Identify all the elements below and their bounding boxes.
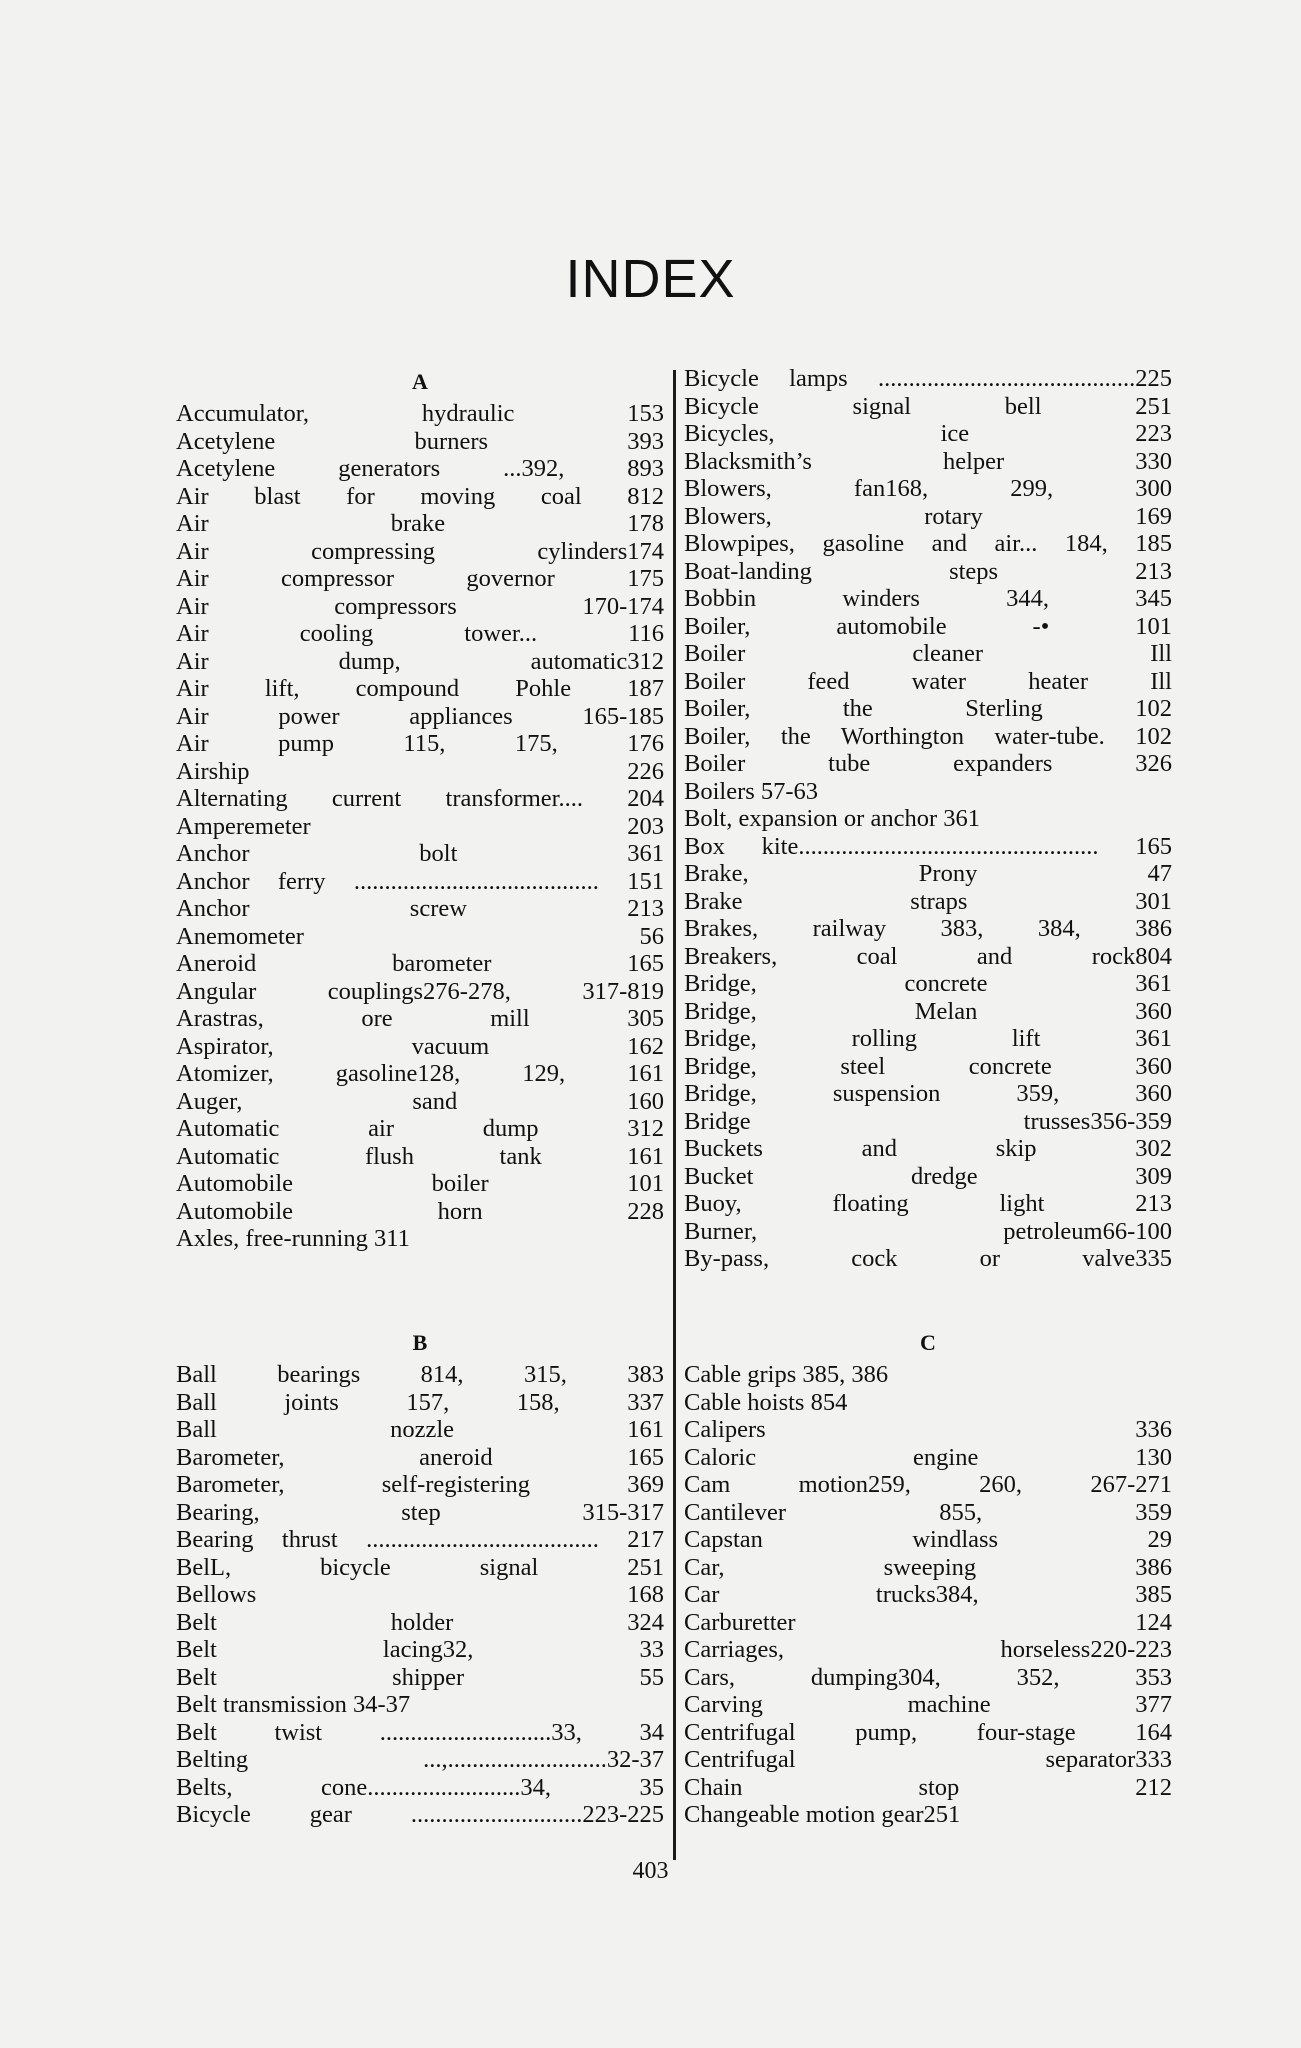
index-entry: Calipers 336 — [684, 1416, 1172, 1443]
index-entry: Capstan windlass 29 — [684, 1526, 1172, 1553]
index-entry: Belt lacing32, 33 — [176, 1636, 664, 1663]
index-entry: Car trucks384, 385 — [684, 1581, 1172, 1608]
index-section-b — [176, 1325, 664, 1829]
index-entry: Carving machine 377 — [684, 1691, 1172, 1718]
index-entry: Carriages, horseless220-223 — [684, 1636, 1172, 1663]
index-entry: Belting ...,..........................32-37 — [176, 1746, 664, 1773]
index-entry: Bicycle signal bell 251 — [684, 392, 1172, 420]
index-entry: Breakers, coal and rock804 — [684, 942, 1172, 970]
index-entry: Automatic air dump 312 — [176, 1115, 664, 1142]
entry-list-b — [176, 1361, 664, 1829]
index-entry: Atomizer, gasoline128, 129, 161 — [176, 1060, 664, 1087]
index-entry: Acetylene generators ...392, 893 — [176, 455, 664, 482]
index-entry: Centrifugal pump, four-stage 164 — [684, 1718, 1172, 1746]
index-entry: Bridge, steel concrete 360 — [684, 1052, 1172, 1080]
index-entry: Boiler cleaner Ill — [684, 640, 1172, 667]
index-entry: Buckets and skip 302 — [684, 1135, 1172, 1162]
index-entry: Boiler, the Worthington water-tube. 102 — [684, 722, 1172, 750]
index-entry: Air dump, automatic312 — [176, 647, 664, 675]
index-entry: Cam motion259, 260, 267-271 — [684, 1471, 1172, 1498]
index-entry: Blowpipes, gasoline and air... 184, 185 — [684, 530, 1172, 557]
index-entry: Cable grips 385, 386 — [684, 1361, 889, 1388]
section-heading-c: C — [920, 1330, 936, 1355]
section-heading-a: A — [412, 369, 428, 394]
index-entry: Barometer, aneroid 165 — [176, 1443, 664, 1471]
index-entry: Boiler feed water heater Ill — [684, 667, 1172, 695]
index-entry: Changeable motion gear251 — [684, 1801, 961, 1828]
index-entry: Caloric engine 130 — [684, 1443, 1172, 1471]
index-entry: Boiler, automobile -• 101 — [684, 612, 1172, 640]
index-entry: Air compressing cylinders174 — [176, 537, 664, 565]
index-entry: Anchor bolt 361 — [176, 840, 664, 867]
index-entry: Belt shipper 55 — [176, 1663, 664, 1691]
index-entry: Air compressor governor 175 — [176, 565, 664, 592]
index-entry: Air power appliances 165-185 — [176, 702, 664, 730]
entry-list-a-continued — [684, 365, 1172, 1273]
index-entry: Air pump 115, 175, 176 — [176, 730, 664, 757]
index-entry: Acetylene burners 393 — [176, 427, 664, 455]
index-entry: Bearing thrust ...................................... 217 — [176, 1526, 664, 1553]
index-entry: Bridge, rolling lift 361 — [684, 1025, 1172, 1052]
index-entry: Brake, Prony 47 — [684, 860, 1172, 887]
index-entry: Alternating current transformer.... 204 — [176, 785, 664, 812]
index-entry: Bucket dredge 309 — [684, 1162, 1172, 1190]
index-entry: Burner, petroleum66-100 — [684, 1217, 1172, 1245]
index-entry: Ball joints 157, 158, 337 — [176, 1388, 664, 1416]
index-section-a-continued — [684, 365, 1172, 1273]
index-entry: Angular couplings276-278, 317-819 — [176, 977, 664, 1005]
index-entry: Blowers, fan168, 299, 300 — [684, 475, 1172, 502]
index-entry: By-pass, cock or valve335 — [684, 1245, 1172, 1272]
index-entry: Cable hoists 854 — [684, 1388, 848, 1416]
index-entry: Bobbin winders 344, 345 — [684, 585, 1172, 612]
index-entry: Air brake 178 — [176, 510, 664, 537]
index-entry: Anemometer 56 — [176, 922, 664, 950]
index-entry: Bellows 168 — [176, 1581, 664, 1608]
index-entry: Ball nozzle 161 — [176, 1416, 664, 1443]
index-entry: Bridge, Melan 360 — [684, 997, 1172, 1025]
entry-list-c — [684, 1361, 1172, 1829]
index-entry: Buoy, floating light 213 — [684, 1190, 1172, 1217]
index-entry: Automobile horn 228 — [176, 1197, 664, 1225]
index-entry: Auger, sand 160 — [176, 1087, 664, 1115]
index-entry: Belt transmission 34-37 — [176, 1691, 411, 1718]
index-entry: Cars, dumping304, 352, 353 — [684, 1663, 1172, 1691]
section-heading-b: B — [412, 1330, 428, 1355]
page-title: INDEX — [565, 249, 736, 309]
index-entry: Car, sweeping 386 — [684, 1553, 1172, 1581]
index-entry: Chain stop 212 — [684, 1773, 1172, 1801]
index-entry: Blacksmith’s helper 330 — [684, 447, 1172, 475]
index-entry: Amperemeter 203 — [176, 812, 664, 840]
index-entry: Ball bearings 814, 315, 383 — [176, 1361, 664, 1388]
index-entry: Belt holder 324 — [176, 1608, 664, 1636]
index-entry: Brake straps 301 — [684, 887, 1172, 915]
index-entry: Blowers, rotary 169 — [684, 502, 1172, 530]
index-entry: Barometer, self-registering 369 — [176, 1471, 664, 1498]
index-entry: Air blast for moving coal 812 — [176, 482, 664, 510]
index-entry: Bridge trusses356-359 — [684, 1107, 1172, 1135]
index-entry: Boiler tube expanders 326 — [684, 750, 1172, 777]
index-entry: Bridge, concrete 361 — [684, 970, 1172, 997]
index-entry: Aspirator, vacuum 162 — [176, 1032, 664, 1060]
index-entry: Brakes, railway 383, 384, 386 — [684, 915, 1172, 942]
index-entry: Air compressors 170-174 — [176, 592, 664, 620]
index-entry: Anchor screw 213 — [176, 895, 664, 922]
index-entry: Air lift, compound Pohle 187 — [176, 675, 664, 702]
column-divider — [673, 370, 676, 1860]
index-entry: Belt twist ............................33, 34 — [176, 1718, 664, 1746]
index-entry: Anchor ferry ........................................ 151 — [176, 867, 664, 895]
index-entry: Bolt, expansion or anchor 361 — [684, 805, 980, 832]
index-entry: Cantilever 855, 359 — [684, 1498, 1172, 1526]
index-entry: Bridge, suspension 359, 360 — [684, 1080, 1172, 1107]
index-entry: Belts, cone.........................34, 35 — [176, 1773, 664, 1801]
index-entry: Centrifugal separator333 — [684, 1746, 1172, 1773]
page-number: 403 — [632, 1858, 669, 1884]
index-section-a — [176, 364, 664, 1253]
index-entry: BelL, bicycle signal 251 — [176, 1553, 664, 1581]
index-entry: Bearing, step 315-317 — [176, 1498, 664, 1526]
index-entry: Boat-landing steps 213 — [684, 557, 1172, 585]
index-entry: Box kite................................................. 165 — [684, 832, 1172, 860]
index-entry: Air cooling tower... 116 — [176, 620, 664, 647]
index-entry: Aneroid barometer 165 — [176, 950, 664, 977]
index-entry: Arastras, ore mill 305 — [176, 1005, 664, 1032]
index-entry: Bicycle lamps ..........................................225 — [684, 365, 1172, 392]
index-entry: Bicycle gear ............................223-225 — [176, 1801, 664, 1828]
index-entry: Automatic flush tank 161 — [176, 1142, 664, 1170]
index-entry: Axles, free-running 311 — [176, 1225, 410, 1252]
entry-list-a — [176, 400, 664, 1253]
index-section-c — [684, 1325, 1172, 1829]
index-entry: Accumulator, hydraulic 153 — [176, 400, 664, 427]
index-entry: Boiler, the Sterling 102 — [684, 695, 1172, 722]
index-entry: Airship 226 — [176, 757, 664, 785]
index-entry: Boilers 57-63 — [684, 777, 819, 805]
index-entry: Carburetter 124 — [684, 1608, 1172, 1636]
index-entry: Automobile boiler 101 — [176, 1170, 664, 1197]
index-entry: Bicycles, ice 223 — [684, 420, 1172, 447]
